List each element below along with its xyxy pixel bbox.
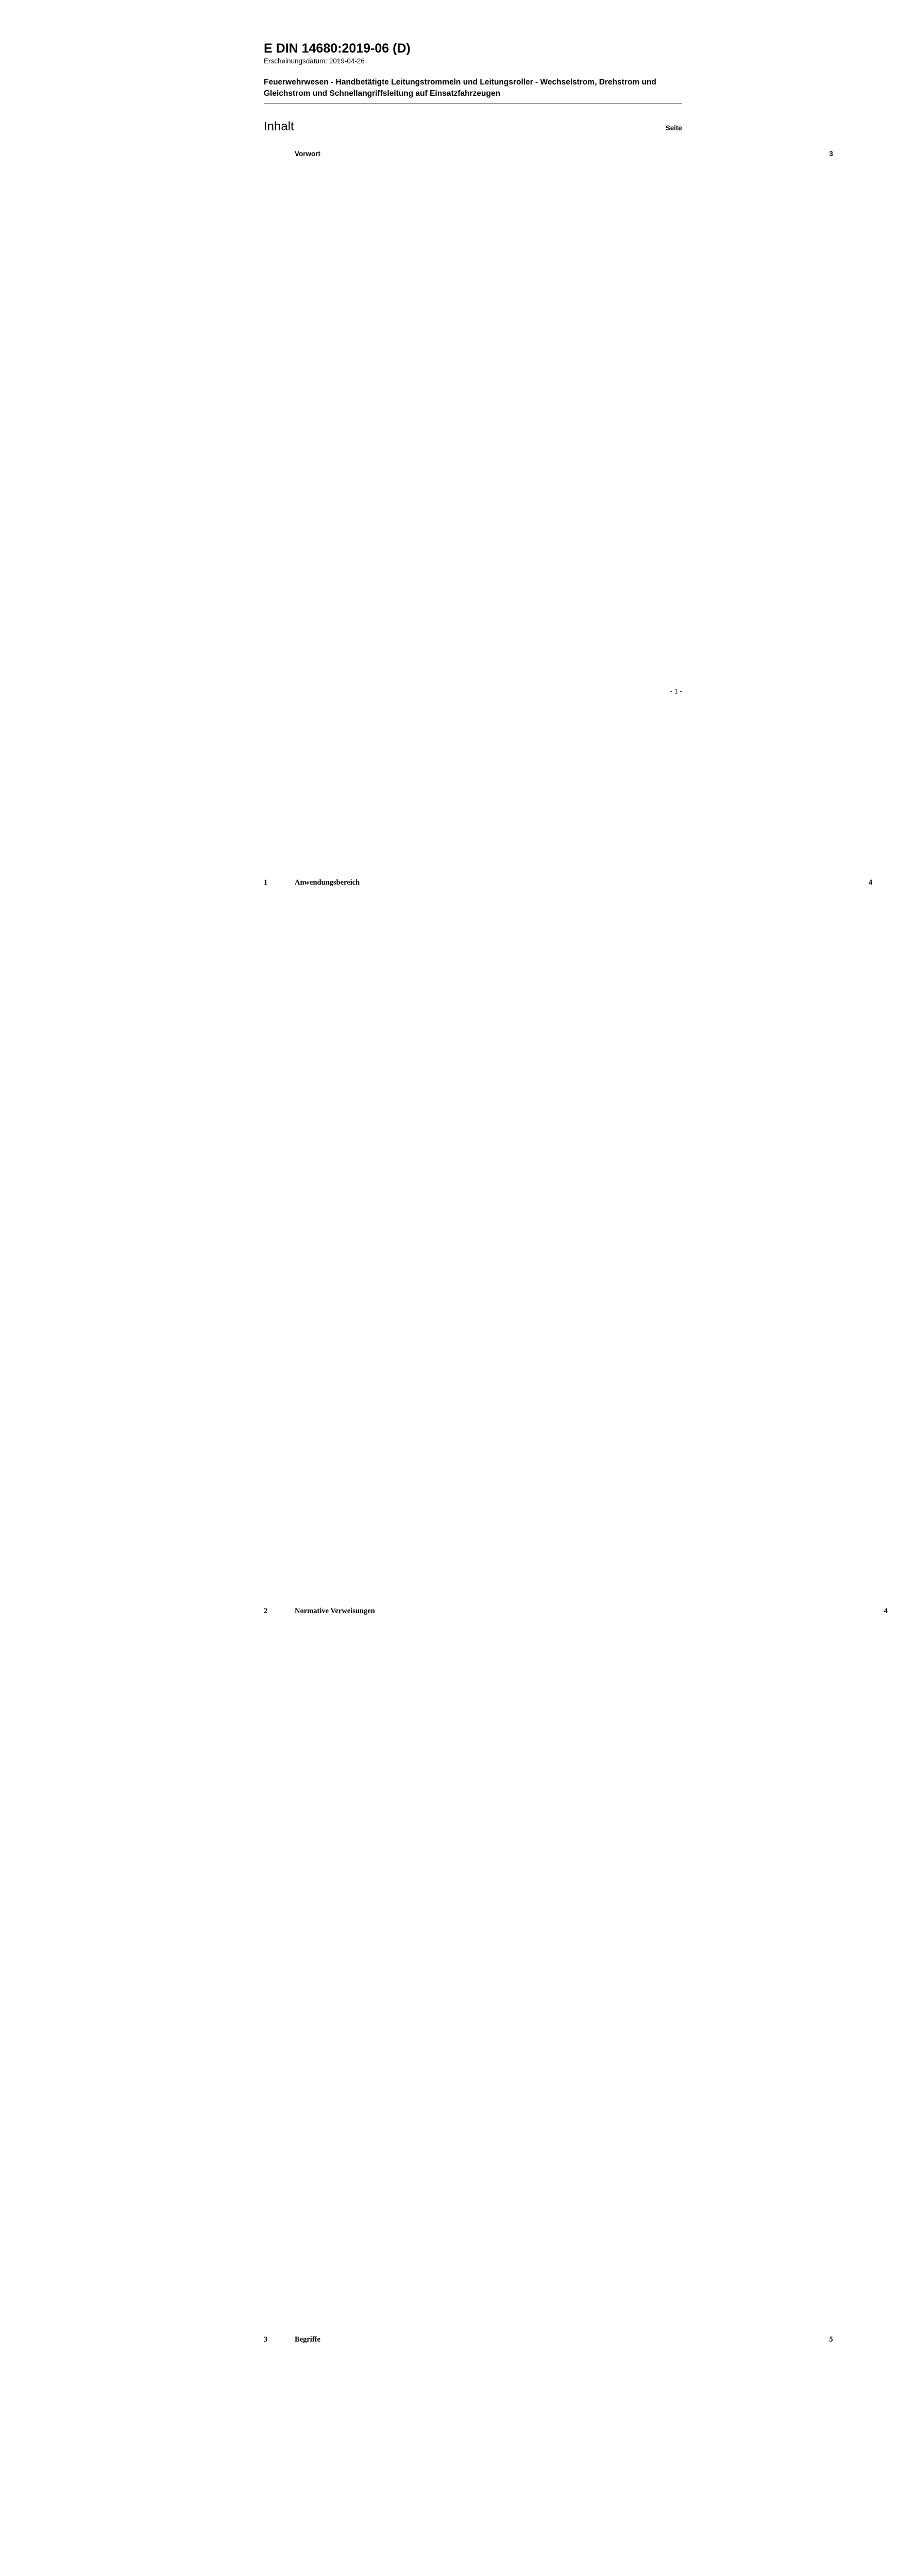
toc-entry-number: 2 [264,1607,268,1616]
document-issue-date: Erscheinungsdatum: 2019-04-26 [264,57,365,65]
toc-entry[interactable] [264,1605,888,2333]
toc-entry[interactable] [264,876,873,1605]
toc-entry-page: 5 [322,2336,833,2576]
document-title: Feuerwehrwesen - Handbetätigte Leitungstrommeln und Leitungsroller - Wechselstrom, Drehstrom und Gleichstrom und Schnellangriffsleitung auf Einsatzfahrzeugen [264,77,656,98]
toc-entry-number: 3 [264,2335,268,2344]
table-of-contents [264,148,888,2576]
toc-entry[interactable] [264,148,833,876]
toc-entry-page: 4 [361,879,872,1602]
toc-entry-label: Anwendungsbereich [295,878,360,887]
toc-entry-number: 1 [264,878,268,887]
contents-page-column-label: Seite [665,124,682,132]
page-number-footer: - 1 - [670,687,682,695]
contents-heading: Inhalt [264,119,294,133]
document-header [264,41,682,104]
toc-entry-label: Normative Verweisungen [295,1607,375,1616]
page-content [264,41,888,2576]
toc-entry-page: 3 [322,150,833,873]
toc-entry-label: Begriffe [295,2335,320,2344]
toc-entry-label: Vorwort [295,150,320,158]
document-page [203,0,888,2344]
contents-header [264,120,682,134]
toc-entry[interactable] [264,2333,833,2576]
document-number: E DIN 14680:2019-06 (D) [264,41,411,56]
toc-entry-page: 4 [377,1607,888,2330]
